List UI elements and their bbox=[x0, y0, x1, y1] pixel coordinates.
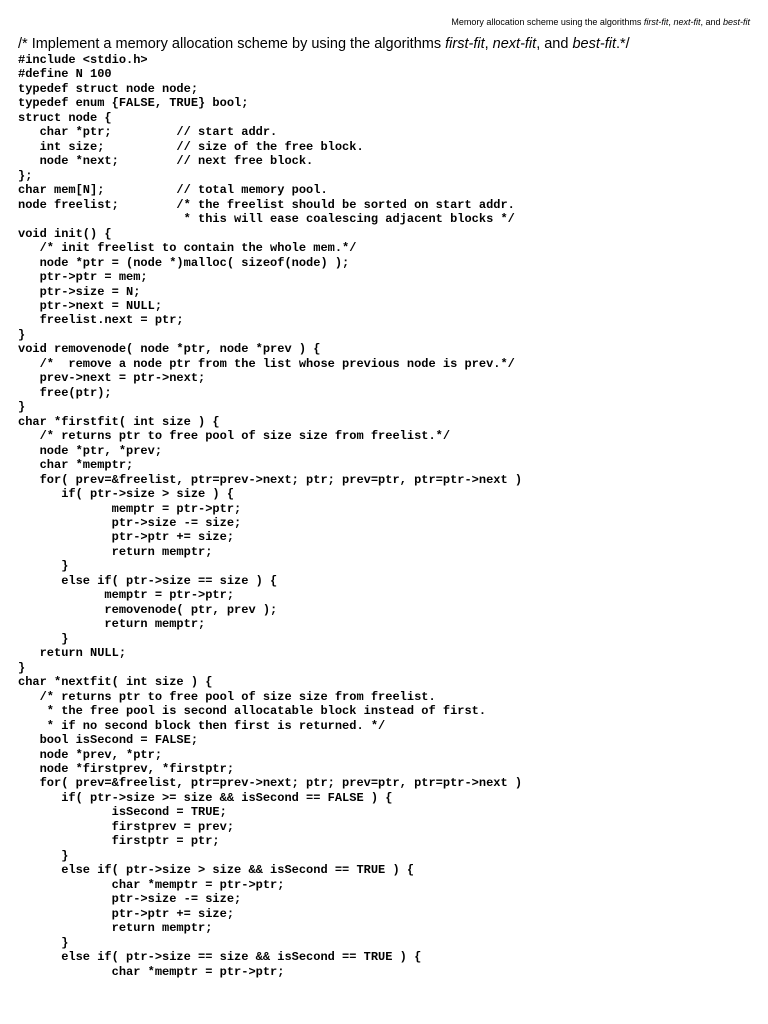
code-line: free(ptr); bbox=[18, 385, 112, 400]
code-line: removenode( ptr, prev ); bbox=[18, 602, 278, 617]
code-line: * the free pool is second allocatable block instead of first. bbox=[18, 704, 487, 719]
code-line: isSecond = TRUE; bbox=[18, 805, 227, 820]
code-line: } bbox=[18, 559, 69, 574]
code-line: void removenode( node *ptr, node *prev ) { bbox=[18, 342, 321, 357]
code-line: node *firstprev, *firstptr; bbox=[18, 761, 235, 776]
code-line: } bbox=[18, 327, 26, 342]
code-line: }; bbox=[18, 168, 33, 183]
code-line: #define N 100 bbox=[18, 67, 112, 82]
code-line: firstprev = prev; bbox=[18, 819, 235, 834]
code-line: } bbox=[18, 935, 69, 950]
page-title-algo-first-fit: first-fit bbox=[445, 36, 485, 52]
code-line: ptr->size = N; bbox=[18, 284, 141, 299]
code-line: if( ptr->size > size ) { bbox=[18, 487, 235, 502]
code-line: if( ptr->size >= size && isSecond == FALSE ) { bbox=[18, 790, 393, 805]
running-header-prefix: Memory allocation scheme using the algorithms bbox=[451, 17, 644, 27]
code-line: char *nextfit( int size ) { bbox=[18, 675, 213, 690]
running-header-separator: , and bbox=[700, 17, 723, 27]
page-title-suffix: .*/ bbox=[615, 36, 630, 52]
running-header-algo-first-fit: first-fit bbox=[643, 17, 669, 27]
page-title-algo-best-fit: best-fit bbox=[572, 36, 616, 52]
page-title-separator: , bbox=[484, 36, 493, 52]
code-line: char *memptr = ptr->ptr; bbox=[18, 964, 285, 979]
code-line: } bbox=[18, 848, 69, 863]
code-line: /* init freelist to contain the whole mem.*/ bbox=[18, 241, 357, 256]
code-line: memptr = ptr->ptr; bbox=[18, 588, 235, 603]
code-line: else if( ptr->size == size && isSecond == TRUE ) { bbox=[18, 950, 422, 965]
running-header-algo-best-fit: best-fit bbox=[722, 17, 750, 27]
running-header-algo-next-fit: next-fit bbox=[673, 17, 701, 27]
code-listing bbox=[18, 53, 522, 979]
code-line: ptr->ptr = mem; bbox=[18, 270, 148, 285]
code-line: ptr->size -= size; bbox=[18, 516, 242, 530]
code-line: ptr->ptr += size; bbox=[18, 530, 235, 545]
code-line: ptr->next = NULL; bbox=[18, 298, 163, 313]
code-line: struct node { bbox=[18, 110, 112, 125]
running-header-separator: , bbox=[668, 17, 674, 27]
code-line: else if( ptr->size > size && isSecond == TRUE ) { bbox=[18, 863, 415, 878]
code-line: /* remove a node ptr from the list whose previous node is prev.*/ bbox=[18, 356, 515, 371]
code-line: node *next; // next free block. bbox=[18, 154, 314, 169]
code-line: typedef struct node node; bbox=[18, 81, 199, 96]
code-line: return memptr; bbox=[18, 921, 213, 936]
code-line: typedef enum {FALSE, TRUE} bool; bbox=[18, 96, 249, 111]
page-title-separator: , and bbox=[536, 36, 573, 52]
code-line: for( prev=&freelist, ptr=prev->next; ptr; prev=ptr, ptr=ptr->next ) bbox=[18, 776, 523, 791]
code-line: memptr = ptr->ptr; bbox=[18, 501, 242, 516]
code-line: node *ptr = (node *)malloc( sizeof(node) ); bbox=[18, 255, 350, 270]
code-line: firstptr = ptr; bbox=[18, 834, 220, 849]
page-title bbox=[18, 36, 630, 52]
code-line: freelist.next = ptr; bbox=[18, 313, 184, 328]
code-line: void init() { bbox=[18, 226, 112, 241]
code-line: } bbox=[18, 660, 26, 675]
page-title-prefix: /* Implement a memory allocation scheme by using the algorithms bbox=[18, 36, 446, 52]
code-line: * this will ease coalescing adjacent blocks */ bbox=[18, 212, 515, 227]
code-line: node *prev, *ptr; bbox=[18, 747, 163, 762]
code-line: return memptr; bbox=[18, 544, 213, 559]
code-line: node freelist; /* the freelist should be sorted on start addr. bbox=[18, 197, 515, 212]
code-line: char *firstfit( int size ) { bbox=[18, 414, 220, 429]
page-title-algo-next-fit: next-fit bbox=[492, 36, 537, 52]
code-line: else if( ptr->size == size ) { bbox=[18, 573, 278, 588]
code-line: char mem[N]; // total memory pool. bbox=[18, 183, 328, 198]
code-line: /* returns ptr to free pool of size size from freelist.*/ bbox=[18, 429, 451, 444]
code-line: #include <stdio.h> bbox=[18, 53, 148, 67]
code-line: return memptr; bbox=[18, 617, 206, 632]
code-line: /* returns ptr to free pool of size size from freelist. bbox=[18, 689, 436, 704]
code-line: } bbox=[18, 631, 69, 646]
code-line: bool isSecond = FALSE; bbox=[18, 733, 199, 748]
code-line: char *ptr; // start addr. bbox=[18, 125, 278, 140]
code-line: ptr->ptr += size; bbox=[18, 906, 235, 921]
code-line: node *ptr, *prev; bbox=[18, 443, 163, 458]
code-line: for( prev=&freelist, ptr=prev->next; ptr; prev=ptr, ptr=ptr->next ) bbox=[18, 472, 523, 487]
code-line: ptr->size -= size; bbox=[18, 892, 242, 907]
running-header bbox=[451, 17, 750, 27]
code-line: } bbox=[18, 400, 26, 415]
code-line: prev->next = ptr->next; bbox=[18, 371, 206, 386]
code-line: return NULL; bbox=[18, 646, 127, 661]
code-line: char *memptr; bbox=[18, 458, 134, 473]
code-line: int size; // size of the free block. bbox=[18, 139, 364, 154]
code-line: char *memptr = ptr->ptr; bbox=[18, 877, 285, 892]
code-line: * if no second block then first is returned. */ bbox=[18, 718, 386, 733]
